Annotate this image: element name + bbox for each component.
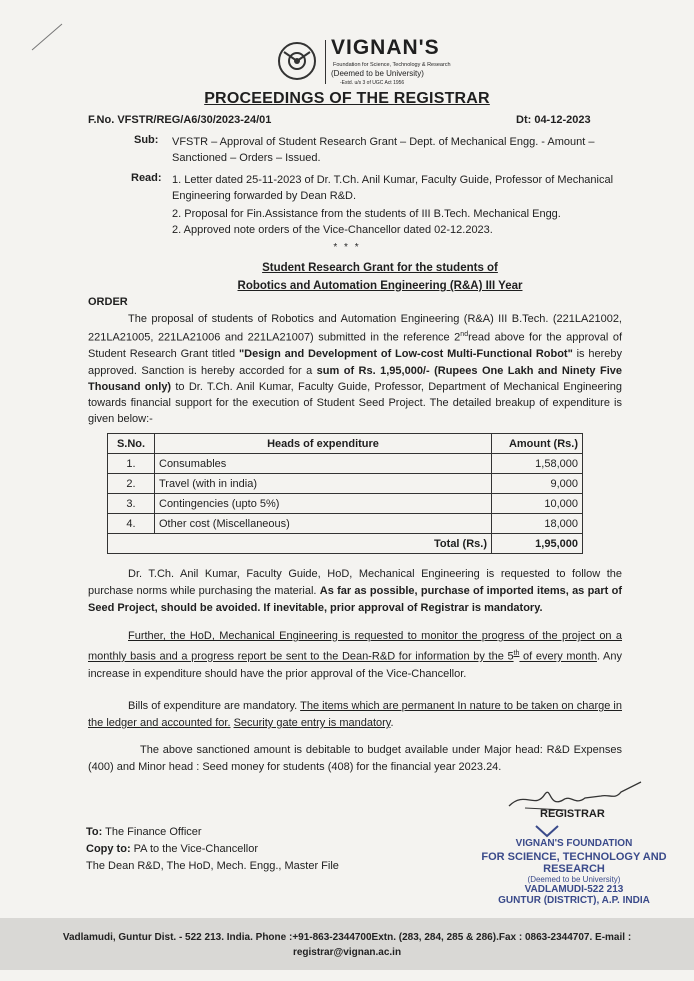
total-label: Total (Rs.)	[108, 534, 492, 554]
stamp-line-1: VIGNAN'S FOUNDATION	[515, 838, 633, 849]
table-row	[108, 454, 583, 474]
read-item-2: 2. Proposal for Fin.Assistance from the students of III B.Tech. Mechanical Engg.	[172, 208, 561, 220]
row-head: Consumables	[155, 454, 492, 474]
footer-address: Vadlamudi, Guntur Dist. - 522 213. India. Phone :+91-863-2344700Extn. (283, 284, 285 & 286).Fax : 0863-2344707. E-mail :	[62, 932, 632, 943]
order-paragraph: The proposal of students of Robotics and Automation Engineering (R&A) III B.Tech. (221LA21002, 221LA21005, 221LA21006 and 221LA21007) submitted in the reference 2ndread above for the approval of Student Research Grant titled "Design and Development of Low-cost Multi-Functional Robot" is hereby approved. Sanction is hereby accorded for a sum of Rs. 1,95,000/- (Rupees One Lakh and Ninety Five Thousand only) to Dr. T.Ch. Anil Kumar, Faculty Guide, Professor, Department of Mechanical Engineering towards financial support for the execution of Student Seed Project. The detailed breakup of expenditure is given below:-	[88, 313, 623, 426]
footer-band	[0, 918, 694, 970]
brand-deemed: (Deemed to be University)	[331, 69, 424, 78]
copy-to-line: Copy to: PA to the Vice-Chancellor	[86, 843, 258, 855]
row-head: Travel (with in india)	[155, 474, 492, 494]
table-header-row	[108, 434, 583, 454]
document-date: Dt: 04-12-2023	[516, 114, 591, 126]
read-label: Read:	[131, 172, 162, 184]
row-head: Other cost (Miscellaneous)	[155, 514, 492, 534]
monitoring-paragraph: Further, the HoD, Mechanical Engineering is requested to monitor the progress of the project on a monthly basis and a progress report be sent to the Dean-R&D for information by the 5th of every month. Any increase in expenditure should have the prior approval of the Vice-Chancellor.	[88, 630, 622, 680]
stamp-line-4: VADLAMUDI-522 213	[524, 884, 624, 895]
total-amount: 1,95,000	[492, 534, 583, 554]
brand-name: VIGNAN'S	[331, 36, 440, 59]
col-header-amount: Amount (Rs.)	[492, 434, 583, 454]
stamp-line-3: (Deemed to be University)	[527, 875, 621, 884]
grant-heading-line1: Student Research Grant for the students of	[262, 262, 498, 274]
budget-paragraph: The above sanctioned amount is debitable to budget available under Major head: R&D Expenses (400) and Minor head : Seed money for students (408) for the financial year 2023.24.	[88, 744, 622, 773]
grant-heading-line2: Robotics and Automation Engineering (R&A) III Year	[237, 280, 523, 292]
purchase-norms-paragraph: Dr. T.Ch. Anil Kumar, Faculty Guide, HoD, Mechanical Engineering is requested to follow the purchase norms while purchasing the material. As far as possible, purchase of imported items, as part of Seed Project, should be avoided. If inevitable, prior approval of Registrar is mandatory.	[88, 568, 622, 614]
read-item-3: 2. Approved note orders of the Vice-Chancellor dated 02-12.2023.	[172, 224, 493, 236]
row-sno: 2.	[108, 474, 155, 494]
row-sno: 3.	[108, 494, 155, 514]
table-row	[108, 494, 583, 514]
registrar-label: REGISTRAR	[540, 808, 605, 820]
stamp-line-5: GUNTUR (DISTRICT), A.P. INDIA	[498, 895, 650, 906]
col-header-head: Heads of expenditure	[155, 434, 492, 454]
col-header-sno: S.No.	[108, 434, 155, 454]
table-total-row	[108, 534, 583, 554]
row-amount: 9,000	[492, 474, 583, 494]
vignan-logo-icon	[276, 40, 318, 82]
subject-label: Sub:	[134, 134, 159, 146]
brand-tagline: Foundation for Science, Technology & Research	[333, 62, 451, 68]
logo-divider	[325, 40, 326, 84]
copy-to-line-2: The Dean R&D, The HoD, Mech. Engg., Master File	[86, 860, 339, 872]
read-item-1: 1. Letter dated 25-11-2023 of Dr. T.Ch. Anil Kumar, Faculty Guide, Professor of Mechanical Engineering forwarded by Dean R&D.	[172, 174, 614, 202]
to-line: To: The Finance Officer	[86, 826, 202, 838]
row-sno: 1.	[108, 454, 155, 474]
subject-text: VFSTR – Approval of Student Research Grant – Dept. of Mechanical Engg. - Amount – Sanctioned – Orders – Issued.	[172, 136, 595, 164]
row-amount: 1,58,000	[492, 454, 583, 474]
footer-email: registrar@vignan.ac.in	[292, 947, 402, 958]
official-stamp	[460, 828, 688, 906]
stamp-line-2: FOR SCIENCE, TECHNOLOGY AND RESEARCH	[481, 851, 667, 875]
page-title: PROCEEDINGS OF THE REGISTRAR	[204, 90, 490, 107]
order-label: ORDER	[88, 296, 128, 308]
table-row	[108, 474, 583, 494]
row-amount: 18,000	[492, 514, 583, 534]
row-sno: 4.	[108, 514, 155, 534]
file-number: F.No. VFSTR/REG/A6/30/2023-24/01	[88, 114, 272, 126]
bills-paragraph: Bills of expenditure are mandatory. The items which are permanent In nature to be taken on charge in the ledger and accounted for. Security gate entry is mandatory.	[88, 700, 622, 729]
row-head: Contingencies (upto 5%)	[155, 494, 492, 514]
section-separator: * * *	[333, 242, 361, 253]
row-amount: 10,000	[492, 494, 583, 514]
expenditure-table	[107, 433, 583, 554]
table-row	[108, 514, 583, 534]
pen-stroke-mark	[30, 22, 64, 52]
brand-estd: -Estd. u/s 3 of UGC Act 1956	[340, 80, 405, 86]
